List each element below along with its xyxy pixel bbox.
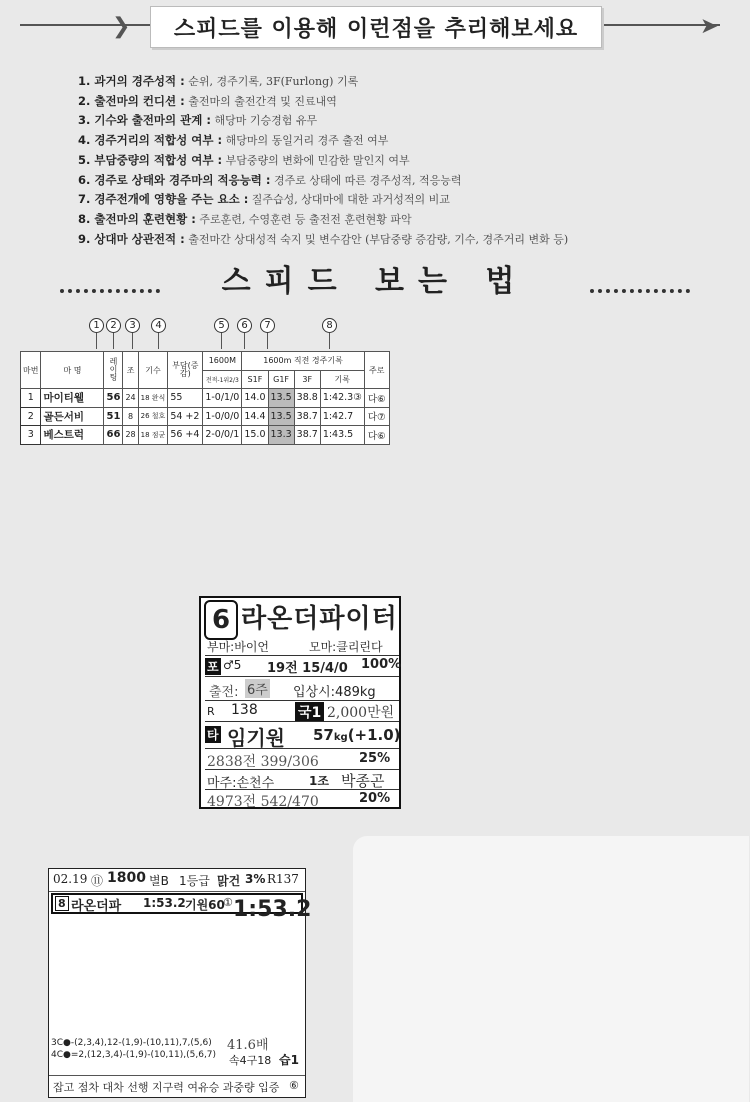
- row-time: 1:43.5: [320, 426, 364, 445]
- tip-heading: 8. 출전마의 훈련현황 :: [78, 211, 196, 226]
- row-g1f: 13.5: [268, 407, 294, 426]
- row-rating: 56: [104, 389, 123, 408]
- th-weight: 부담(증감): [168, 352, 203, 389]
- th-mabeon: 마번: [21, 352, 41, 389]
- tip-desc: 해당마 기승경험 유무: [210, 114, 318, 128]
- row-name: 골든서비: [41, 407, 104, 426]
- tip-item: [78, 131, 568, 151]
- card-sire: 부마:바이언: [207, 640, 270, 654]
- record-comment: 잡고 점차 대차 선행 지구력 여유승 과중량 입증: [53, 1081, 280, 1094]
- row-weight: 55: [168, 389, 203, 408]
- col-number-badge: 3: [125, 318, 140, 333]
- row-track: 다⑦: [364, 407, 389, 426]
- tip-item: [78, 171, 568, 191]
- tip-desc: 경주로 상태에 따른 경주성적, 적응능력: [270, 173, 462, 187]
- th-g1f: G1F: [268, 370, 294, 389]
- card-sex-age: ♂5: [223, 658, 242, 672]
- chevron-right-icon: ❯: [112, 14, 131, 39]
- row-time: 1:42.7: [320, 407, 364, 426]
- row-time: 1:42.3③: [320, 389, 364, 408]
- card-rating-label: R: [207, 705, 215, 718]
- horse-card: [199, 596, 401, 809]
- record-bet: 속4구18: [229, 1054, 272, 1067]
- tip-item: [78, 210, 568, 230]
- card-trainer-pct: 20%: [359, 791, 391, 806]
- row-rating: 51: [104, 407, 123, 426]
- record-bet-rank: 습1: [279, 1053, 299, 1067]
- row-s1f: 14.0: [242, 389, 268, 408]
- row-name: 마이티웰: [41, 389, 104, 408]
- th-track: 주로: [364, 352, 389, 389]
- col-number-tick: [244, 333, 245, 349]
- col-number-badge: 7: [260, 318, 275, 333]
- th-1600sub: 전적-1위2/3: [203, 370, 242, 389]
- section-title: 스피드 보는 법: [221, 264, 529, 299]
- th-name: 마 명: [41, 352, 104, 389]
- card-rating: 138: [231, 702, 258, 718]
- card-origin: 포: [207, 660, 219, 674]
- row-g1f: 13.5: [268, 389, 294, 408]
- tip-heading: 3. 기수와 출전마의 관계 :: [78, 113, 211, 128]
- tip-item: [78, 151, 568, 171]
- col-number-tick: [113, 333, 114, 349]
- row-3f: 38.8: [294, 389, 320, 408]
- record-comment-no: ⑥: [289, 1079, 299, 1092]
- card-prize: 2,000만원: [327, 705, 395, 721]
- card-import: 입상시:489kg: [293, 685, 376, 700]
- card-dam: 모마:클리린다: [309, 640, 383, 654]
- card-horse-name: 라온더파이터: [241, 604, 398, 634]
- row-no: 3: [21, 426, 41, 445]
- row-1600: 1-0/1/0: [203, 389, 242, 408]
- th-jo: 조: [123, 352, 138, 389]
- th-s1f: S1F: [242, 370, 268, 389]
- banner-left-line: [20, 24, 150, 26]
- col-number-tick: [267, 333, 268, 349]
- card-trainer-rec: 4973전 542/470: [207, 794, 319, 810]
- tip-desc: 순위, 경주기록, 3F(Furlong) 기록: [184, 75, 359, 88]
- record-header: [49, 869, 305, 892]
- record-dist: 1800: [107, 870, 146, 886]
- tips-list: [78, 72, 568, 249]
- record-track: 맑건: [217, 874, 241, 888]
- th-1600: 1600M: [203, 352, 242, 371]
- col-number-badge: 4: [151, 318, 166, 333]
- record-card: [48, 868, 312, 1098]
- tip-heading: 5. 부담중량의 적합성 여부 :: [78, 152, 223, 167]
- th-3f: 3F: [294, 370, 320, 389]
- tip-heading: 6. 경주로 상태와 경주마의 적응능력 :: [78, 172, 271, 187]
- row-name: 베스트럭: [41, 426, 104, 445]
- speed-table-wrap: [20, 351, 390, 445]
- col-number-badge: 5: [214, 318, 229, 333]
- tip-desc: 주로훈련, 수영훈련 등 출전전 훈련현황 파악: [195, 212, 412, 226]
- tip-heading: 1. 과거의 경주성적 :: [78, 74, 185, 88]
- card-start-label: 출전:: [209, 685, 239, 700]
- col-number-tick: [132, 333, 133, 349]
- row-1600: 2-0/0/1: [203, 426, 242, 445]
- row-3f: 38.7: [294, 407, 320, 426]
- tip-item: [78, 92, 568, 112]
- row-rating: 66: [104, 426, 123, 445]
- card-jo: 1조: [309, 774, 329, 788]
- card-jockey-rec: 2838전 399/306: [207, 754, 319, 770]
- card-ta-badge: 타: [207, 728, 219, 742]
- col-number-tick: [96, 333, 97, 349]
- speed-table: [20, 351, 390, 445]
- tip-item: [78, 111, 568, 131]
- tip-heading: 4. 경주거리의 적합성 여부 :: [78, 133, 223, 148]
- row-weight: 54 +2: [168, 407, 203, 426]
- th-rating: 레이팅: [104, 352, 123, 389]
- tip-heading: 9. 상대마 상관전적 :: [78, 231, 185, 246]
- row-jo: 28: [123, 426, 138, 445]
- row-jo: 8: [123, 407, 138, 426]
- card-jockey-pct: 25%: [359, 751, 391, 766]
- record-race-no: ⑪: [91, 874, 104, 888]
- card-jockey: 임기원: [227, 726, 285, 750]
- banner-title: 스피드를 이용해 이런점을 추리해보세요: [150, 6, 602, 48]
- col-number-tick: [158, 333, 159, 349]
- record-winner-row: 8 라온더파 1:53.2 기원60 ①: [51, 893, 303, 914]
- table-row: [21, 426, 390, 445]
- row-1600: 1-0/0/0: [203, 407, 242, 426]
- row-gisu: 18 점균: [138, 426, 168, 445]
- row-s1f: 15.0: [242, 426, 268, 445]
- tip-desc: 출전마의 출전간격 및 진료내역: [184, 94, 337, 108]
- row-s1f: 14.4: [242, 407, 268, 426]
- record-rating: R137: [267, 872, 299, 886]
- tip-heading: 2. 출전마의 컨디션 :: [78, 93, 185, 108]
- card-pct: 100%: [361, 657, 402, 672]
- record-pct: 3%: [245, 872, 266, 886]
- col-number-tick: [221, 333, 222, 349]
- row-gisu: 18 완식: [138, 389, 168, 408]
- card-weight: 57kg(+1.0): [313, 726, 401, 744]
- row-jo: 24: [123, 389, 138, 408]
- row-no: 1: [21, 389, 41, 408]
- card-horse-no: 6: [204, 600, 238, 640]
- table-row: [21, 389, 390, 408]
- col-number-badge: 2: [106, 318, 121, 333]
- record-grade: 1등급: [179, 874, 210, 888]
- tip-desc: 출전마간 상대성적 숙지 및 변수감안 (부담중량 증감량, 기수, 경주거리 변화 등): [184, 232, 569, 246]
- record-corners: 3C●-(2,3,4),12-(1,9)-(10,11),7,(5,6) 4C●=2,(12,3,4)-(1,9)-(10,11),(5,6,7): [51, 1038, 217, 1060]
- record-cond: 별B: [149, 874, 169, 888]
- table-row: [21, 407, 390, 426]
- tip-desc: 질주습성, 상대마에 대한 과거성적의 비교: [248, 193, 450, 207]
- tip-item: [78, 230, 568, 250]
- tip-heading: 7. 경주전개에 영향을 주는 요소 :: [78, 192, 249, 207]
- row-track: 다⑥: [364, 426, 389, 445]
- tip-desc: 부담중량의 변화에 민감한 말인지 여부: [222, 153, 410, 167]
- tip-item: [78, 72, 568, 92]
- tip-desc: 해당마의 동일거리 경주 출전 여부: [222, 134, 389, 148]
- th-rec: 기록: [320, 370, 364, 389]
- col-number-badge: 6: [237, 318, 252, 333]
- row-3f: 38.7: [294, 426, 320, 445]
- row-g1f: 13.3: [268, 426, 294, 445]
- record-legend: [353, 836, 749, 1102]
- record-date: 02.19: [53, 872, 88, 886]
- tip-item: [78, 190, 568, 210]
- row-weight: 56 +4: [168, 426, 203, 445]
- th-1600rec: 1600m 직전 경주기록: [242, 352, 364, 371]
- row-gisu: 26 철호: [138, 407, 168, 426]
- th-gisu: 기수: [138, 352, 168, 389]
- record-odds: 41.6배: [227, 1038, 269, 1053]
- row-no: 2: [21, 407, 41, 426]
- row-track: 다⑥: [364, 389, 389, 408]
- col-number-tick: [329, 333, 330, 349]
- card-grade: 국1: [295, 702, 324, 722]
- record-final-time: 1:53.2: [233, 897, 312, 922]
- card-start: 6주: [245, 679, 270, 698]
- col-number-badge: 8: [322, 318, 337, 333]
- arrow-right-icon: ➤: [700, 14, 719, 39]
- card-trainer: 박종곤: [341, 772, 385, 790]
- col-number-badge: 1: [89, 318, 104, 333]
- card-owner: 마주:손천수: [207, 776, 275, 791]
- card-record: 19전 15/4/0: [267, 661, 348, 676]
